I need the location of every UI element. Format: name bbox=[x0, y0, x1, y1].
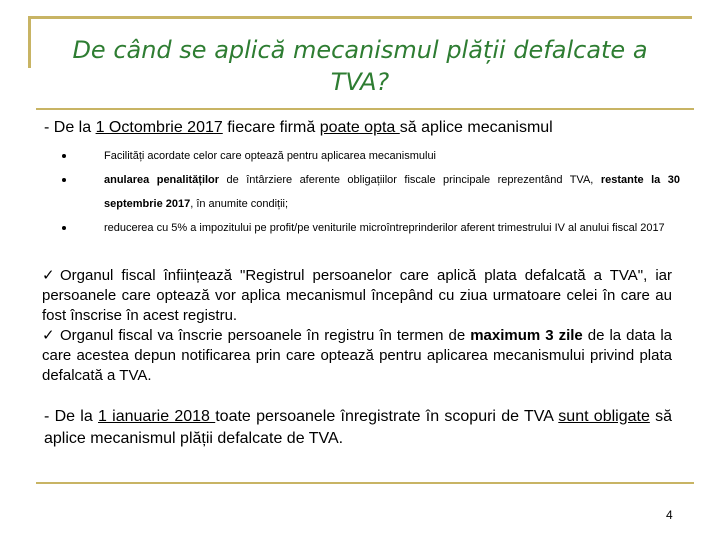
bullet-dot-icon bbox=[62, 226, 66, 230]
final-statement bbox=[44, 406, 672, 450]
bullet-bold-2: restante la 30 septembrie 2017 bbox=[104, 174, 680, 210]
divider-top bbox=[36, 108, 694, 110]
final-suffix: să aplice mecanismul plății defalcate de TVA. bbox=[44, 408, 672, 447]
list-item bbox=[62, 216, 680, 240]
checkmark-icon: ✓ bbox=[42, 267, 55, 284]
bullet-dot-icon bbox=[62, 178, 66, 182]
final-prefix: - De la bbox=[44, 408, 99, 425]
slide-title: De când se aplică mecanismul plății defalcate a TVA? bbox=[72, 36, 648, 96]
list-item bbox=[62, 144, 680, 168]
bullet-text-2: , în anumite condiții; bbox=[190, 198, 289, 210]
title-bracket-line bbox=[28, 16, 31, 68]
registry-notes bbox=[42, 266, 672, 386]
intro-line bbox=[44, 118, 684, 138]
check-text: Organul fiscal înființează "Registrul persoanelor care aplică plata defalcată a TVA", iar persoanele care optează vor aplica mecanismul începând cu ziua urmatoare celei în care au fost înscrise în acest registru. bbox=[42, 267, 672, 324]
facilities-list bbox=[62, 144, 680, 240]
bullet-text: Facilități acordate celor care optează pentru aplicarea mecanismului bbox=[104, 150, 437, 162]
check-text: Organul fiscal va înscrie persoanele în registru în termen de bbox=[60, 327, 471, 344]
check-bold: maximum 3 zile bbox=[470, 327, 583, 344]
bullet-dot-icon bbox=[62, 154, 66, 158]
check-paragraph bbox=[42, 326, 672, 386]
intro-may-opt: poate opta bbox=[319, 119, 400, 136]
final-middle: toate persoanele înregistrate în scopuri de TVA bbox=[215, 408, 559, 425]
intro-middle: fiecare firmă bbox=[222, 119, 320, 136]
title-top-line bbox=[28, 16, 692, 19]
check-paragraph bbox=[42, 266, 672, 326]
intro-suffix: să aplice mecanismul bbox=[399, 119, 553, 136]
intro-prefix: - De la bbox=[44, 119, 96, 136]
final-date: 1 ianuarie 2018 bbox=[98, 408, 216, 425]
bullet-text: aferent trimestrului IV al anului fiscal 2017 bbox=[457, 222, 665, 234]
intro-date: 1 Octombrie 2017 bbox=[95, 119, 223, 136]
checkmark-icon: ✓ bbox=[42, 327, 55, 344]
bullet-bold: anularea penalităților bbox=[104, 174, 220, 186]
bullet-text-lead: reducerea cu 5% a impozitului pe profit/pe veniturile microîntreprinderilor bbox=[104, 222, 458, 234]
page-number: 4 bbox=[666, 508, 673, 522]
check-text-2: de la data la care acestea depun notificarea prin care optează pentru aplicarea mecanismului privind plata defalcată a TVA. bbox=[42, 327, 672, 384]
list-item bbox=[62, 168, 680, 216]
bullet-text: de întârziere aferente obligațiilor fiscale principale reprezentând TVA, bbox=[219, 174, 601, 186]
divider-bottom bbox=[36, 482, 694, 484]
final-obligated: sunt obligate bbox=[558, 408, 650, 425]
